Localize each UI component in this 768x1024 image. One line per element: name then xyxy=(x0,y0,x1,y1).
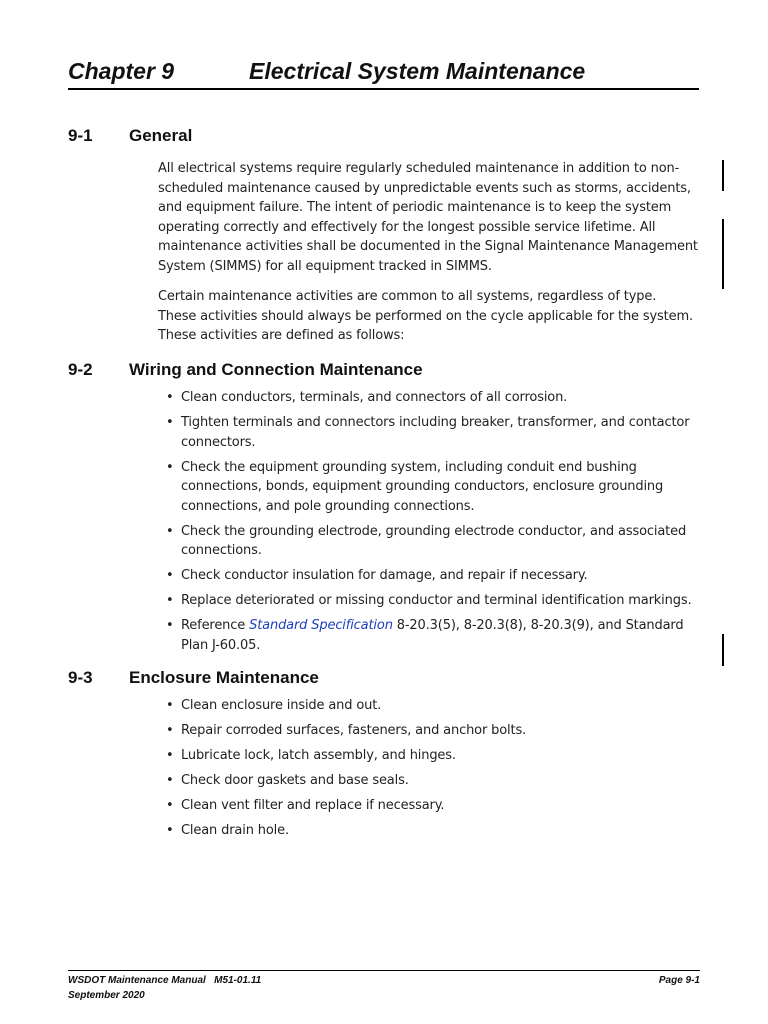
footer-manual-title: WSDOT Maintenance Manual M51-01.11 xyxy=(68,975,262,986)
list-item xyxy=(166,721,700,741)
enclosure-maintenance-list xyxy=(166,696,700,846)
section-number: 9-1 xyxy=(68,126,93,145)
list-item-text: Clean conductors, terminals, and connectors of all corrosion. xyxy=(181,390,568,405)
section-title: Wiring and Connection Maintenance xyxy=(129,360,423,379)
list-item xyxy=(166,388,700,408)
bullet-icon: • xyxy=(166,773,174,788)
list-item-text: Check the equipment grounding system, including conduit end bushing connections, bonds, equipment grounding conductors, enclosure grounding connections, and pole grounding connections. xyxy=(181,459,664,514)
reference-suffix: 8-20.3(5), 8-20.3(8), 8-20.3(9), and Standard Plan J-60.05. xyxy=(181,618,684,653)
bullet-icon: • xyxy=(166,723,174,738)
list-item xyxy=(166,696,700,716)
list-item-text: Clean vent filter and replace if necessary. xyxy=(181,798,445,813)
list-item xyxy=(166,796,700,816)
section-number: 9-3 xyxy=(68,668,93,687)
section-heading-9-3 xyxy=(68,668,319,688)
list-item-text: Lubricate lock, latch assembly, and hinges. xyxy=(181,748,456,763)
bullet-icon: • xyxy=(166,415,174,430)
bullet-icon: • xyxy=(166,523,174,539)
section-heading-9-1 xyxy=(68,126,192,146)
list-item-text: Check the grounding electrode, grounding electrode conductor, and associated connections. xyxy=(181,523,687,558)
list-item-text: Repair corroded surfaces, fasteners, and anchor bolts. xyxy=(181,723,527,738)
reference-prefix: Reference xyxy=(181,618,250,633)
list-item-text: Replace deteriorated or missing conductor and terminal identification markings. xyxy=(181,593,692,608)
bullet-icon: • xyxy=(166,459,174,475)
change-bar xyxy=(722,160,724,191)
bullet-icon: • xyxy=(166,823,174,838)
bullet-icon: • xyxy=(166,798,174,813)
list-item-reference xyxy=(166,616,700,655)
general-paragraph-2: Certain maintenance activities are common to all systems, regardless of type. These activities should always be performed on the cycle applicable for the system. These activities are defined as follows: xyxy=(158,289,693,343)
bullet-icon: • xyxy=(166,698,174,713)
list-item-text: Tighten terminals and connectors including breaker, transformer, and contactor connectors. xyxy=(181,415,690,450)
section-title: Enclosure Maintenance xyxy=(129,668,319,687)
list-item-text: Check conductor insulation for damage, and repair if necessary. xyxy=(181,568,588,583)
chapter-header xyxy=(68,56,699,90)
change-bar xyxy=(722,219,724,289)
footer-page-number: Page 9-1 xyxy=(658,975,700,986)
bullet-icon: • xyxy=(166,390,174,405)
standard-specification-link[interactable]: Standard Specification xyxy=(249,618,393,633)
bullet-icon: • xyxy=(166,618,174,633)
section-title: General xyxy=(129,126,193,145)
list-item xyxy=(166,458,700,517)
footer-date: September 2020 xyxy=(68,990,145,1001)
list-item xyxy=(166,413,700,452)
section-number: 9-2 xyxy=(68,360,93,379)
list-item xyxy=(166,522,700,561)
change-bar xyxy=(722,634,724,666)
general-paragraph-1: All electrical systems require regularly scheduled maintenance in addition to non-scheduled maintenance caused by unpredictable events such as storms, accidents, and equipment failure. The intent of periodic maintenance is to keep the system operating correctly and effectively for the longest possible service lifetime. All maintenance activities shall be documented in the Signal Maintenance Management System (SIMMS) for all equipment tracked in SIMMS. xyxy=(158,161,698,274)
list-item xyxy=(166,771,700,791)
bullet-icon: • xyxy=(166,748,174,763)
list-item xyxy=(166,591,700,611)
section-heading-9-2 xyxy=(68,360,423,380)
list-item xyxy=(166,746,700,766)
list-item-text: Clean enclosure inside and out. xyxy=(181,698,382,713)
chapter-number: Chapter 9 xyxy=(68,58,175,84)
list-item xyxy=(166,566,700,586)
list-item-text: Check door gaskets and base seals. xyxy=(181,773,409,788)
bullet-icon: • xyxy=(166,568,174,583)
chapter-title: Electrical System Maintenance xyxy=(249,58,586,84)
footer-rule xyxy=(68,970,700,971)
list-item-text: Clean drain hole. xyxy=(181,823,289,838)
bullet-icon: • xyxy=(166,593,174,608)
wiring-maintenance-list xyxy=(166,388,700,661)
list-item xyxy=(166,821,700,841)
